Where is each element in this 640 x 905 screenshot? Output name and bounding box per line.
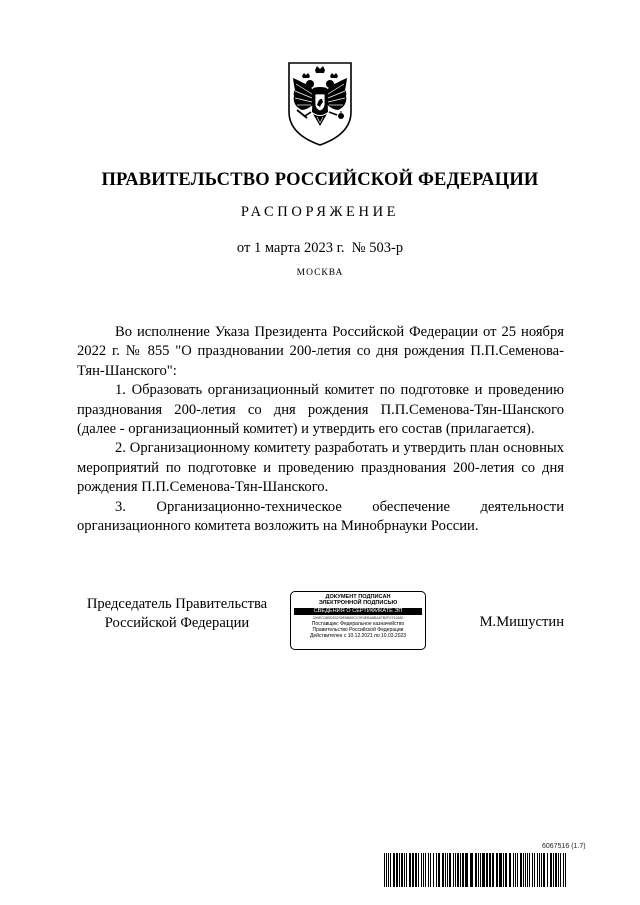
document-body: [77, 323, 564, 536]
barcode-bar: [509, 853, 511, 887]
barcode-bar: [499, 853, 502, 887]
document-city: МОСКВА: [296, 268, 344, 278]
paragraph-item-2: 2. Организационному комитету разработать и утвердить план основных мероприятий по подготовке и проведению празднования 200-летия со дня рождения П.П.Семенова-Тян-Шанского.: [77, 440, 564, 496]
stamp-issuer-line1: Поставщик: Федеральное казначейство: [311, 620, 405, 627]
barcode-bar: [401, 853, 403, 887]
barcode-bar: [532, 853, 533, 887]
barcode-bar: [453, 853, 454, 887]
government-title: ПРАВИТЕЛЬСТВО РОССИЙСКОЙ ФЕДЕРАЦИИ: [101, 170, 539, 190]
barcode-bar: [415, 853, 417, 887]
barcode-bar: [447, 853, 448, 887]
barcode-bar: [436, 853, 437, 887]
coat-of-arms-icon: [285, 60, 355, 148]
barcode-bar: [523, 853, 524, 887]
stamp-certificate-band: СВЕДЕНИЯ О СЕРТИФИКАТЕ ЭП: [294, 608, 422, 615]
barcode-bar: [539, 853, 540, 887]
barcode-icon: [384, 853, 568, 887]
barcode-bar: [489, 853, 491, 887]
barcode-bar: [541, 853, 542, 887]
barcode-bar: [527, 853, 528, 887]
barcode-bar: [384, 853, 385, 887]
document-code: 6067516 (1.7): [542, 843, 586, 850]
barcode-bar: [558, 853, 559, 887]
barcode-bar: [445, 853, 446, 887]
paragraph-preamble: Во исполнение Указа Президента Российской Федерации от 25 ноября 2022 г. № 855 "О праздновании 200-летия со дня рождения П.П.Семенова-Тян-Шанского":: [77, 324, 564, 379]
stamp-serial: 2A9EC385D93239E6B89CC9F4EBA8BA87B2F0741680: [312, 615, 404, 620]
barcode-bar: [433, 853, 434, 887]
barcode-bar: [537, 853, 538, 887]
document-type: РАСПОРЯЖЕНИЕ: [240, 204, 400, 220]
barcode-bar: [480, 853, 481, 887]
barcode-bar: [515, 853, 516, 887]
barcode-bar: [462, 853, 464, 887]
barcode-bar: [478, 853, 479, 887]
signer-position-line1: Председатель Правительства: [86, 596, 268, 612]
barcode-bar: [393, 853, 395, 887]
barcode-bar: [513, 853, 514, 887]
barcode-bar: [560, 853, 561, 887]
barcode-bar: [418, 853, 419, 887]
barcode-bar: [475, 853, 477, 887]
barcode-bar: [388, 853, 389, 887]
barcode-bar: [550, 853, 552, 887]
barcode-bar: [553, 853, 554, 887]
barcode-bar: [442, 853, 444, 887]
barcode-bar: [503, 853, 504, 887]
barcode-bar: [547, 853, 548, 887]
barcode-bar: [404, 853, 405, 887]
barcode-bar: [555, 853, 557, 887]
stamp-line1: ДОКУМЕНТ ПОДПИСАН: [325, 594, 391, 600]
barcode-bar: [517, 853, 518, 887]
barcode-bar: [505, 853, 507, 887]
stamp-validity: Действителен с 10.12.2021 по 10.03.2023: [309, 632, 407, 639]
barcode-bar: [438, 853, 440, 887]
paragraph-item-3: 3. Организационно-техническое обеспечение деятельности организационного комитета возложить на Минобрнауки России.: [77, 498, 564, 535]
barcode-bar: [455, 853, 456, 887]
document-date-number: от 1 марта 2023 г. № 503-р: [236, 240, 404, 256]
barcode-bar: [449, 853, 451, 887]
barcode-bar: [520, 853, 522, 887]
barcode-bar: [396, 853, 398, 887]
barcode-bar: [409, 853, 411, 887]
barcode-bar: [525, 853, 526, 887]
barcode-bar: [423, 853, 424, 887]
barcode-bar: [430, 853, 431, 887]
barcode-bar: [563, 853, 564, 887]
barcode-bar: [428, 853, 429, 887]
signer-position: [77, 595, 277, 633]
barcode-bar: [492, 853, 494, 887]
barcode-bar: [470, 853, 473, 887]
barcode-bar: [421, 853, 422, 887]
electronic-signature-stamp: [290, 591, 426, 650]
barcode-bar: [486, 853, 488, 887]
barcode-bar: [425, 853, 426, 887]
barcode-bar: [565, 853, 566, 887]
paragraph-item-1: 1. Образовать организационный комитет по подготовке и проведению празднования 200-летия со дня рождения П.П.Семенова-Тян-Шанского (далее - организационный комитет) и утвердить его состав (прилагается).: [77, 382, 564, 438]
barcode-bar: [529, 853, 530, 887]
barcode-bar: [406, 853, 407, 887]
barcode-bar: [543, 853, 545, 887]
barcode-bar: [496, 853, 498, 887]
barcode-bar: [386, 853, 387, 887]
barcode-bar: [412, 853, 414, 887]
barcode-bar: [465, 853, 468, 887]
barcode-bar: [460, 853, 461, 887]
barcode-bar: [399, 853, 400, 887]
stamp-line2: ЭЛЕКТРОННОЙ ПОДПИСЬЮ: [318, 600, 398, 607]
stamp-issuer-line2: Правительство Российской Федерации: [312, 626, 404, 633]
barcode-bar: [457, 853, 459, 887]
barcode-bar: [390, 853, 391, 887]
barcode-bar: [534, 853, 535, 887]
barcode-bar: [482, 853, 485, 887]
signer-name: М.Мишустин: [479, 614, 564, 630]
signer-position-line2: Российской Федерации: [104, 615, 250, 631]
